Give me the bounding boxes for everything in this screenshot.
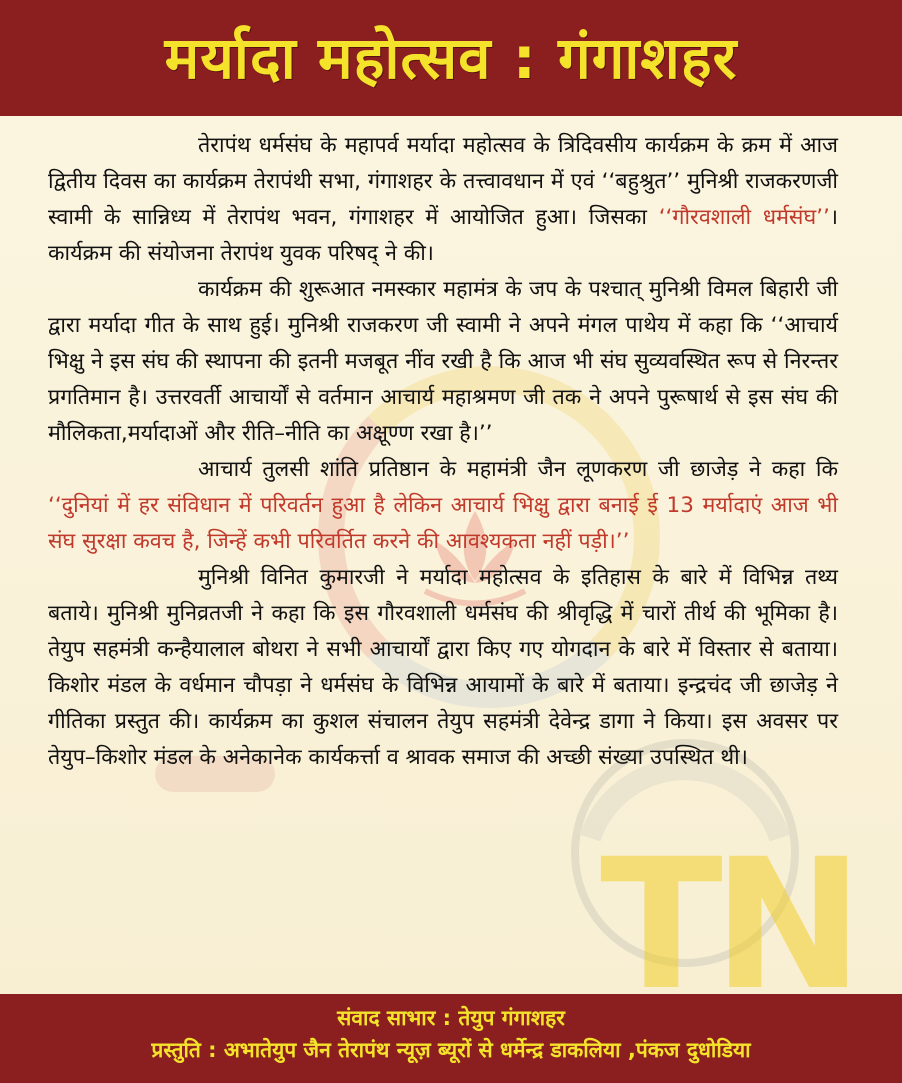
article-body — [0, 116, 902, 994]
paragraph-1-outro: । कार्यक्रम की संयोजना तेरापंथ युवक परिषद् ने की। — [48, 205, 839, 266]
header-banner — [0, 0, 902, 116]
paragraph-3 — [48, 452, 838, 560]
footer-credits — [0, 994, 902, 1083]
paragraph-1-intro: तेरापंथ धर्मसंघ के महापर्व मर्यादा महोत्सव के त्रिदिवसीय कार्यक्रम के क्रम में आज द्वितीय दिवस का कार्यक्रम तेरापंथी सभा, गंगाशहर के तत्त्वावधान में एवं ‘‘बहुश्रुत’’ मुनिश्री राजकरणजी स्वामी के सान्निध्य में तेरापंथ भवन, गंगाशहर में आयोजित हुआ। जिसका — [48, 133, 838, 230]
paragraph-2: कार्यक्रम की शुरूआत नमस्कार महामंत्र के जप के पश्चात् मुनिश्री विमल बिहारी जी द्वारा मर्यादा गीत के साथ हुई। मुनिश्री राजकरण जी स्वामी ने अपने मंगल पाथेय में कहा कि ‘‘आचार्य भिक्षु ने इस संघ की स्थापना की इतनी मजबूत नींव रखी है कि आज भी संघ सुव्यवस्थित रूप से निरन्तर प्रगतिमान है। उत्तरवर्ती आचार्यों से वर्तमान आचार्य महाश्रमण जी तक ने अपने पुरूषार्थ से इस संघ की मौलिकता,मर्यादाओं और रीति–नीति का अक्षूण्ण रखा है।’’ — [48, 277, 838, 446]
footer-line-1: संवाद साभार : तेयुप गंगाशहर — [337, 1006, 565, 1030]
paragraph-3-highlight: ‘‘दुनियां में हर संविधान में परिवर्तन हुआ है लेकिन आचार्य भिक्षु द्वारा बनाई ई 13 मर्यादाएं आज भी संघ सुरक्षा कवच है, जिन्हें कभी परिवर्तित करने की आवश्यकता नहीं पड़ी।’’ — [48, 493, 838, 554]
article-text — [48, 128, 838, 776]
page-title: मर्यादा महोत्सव : गंगाशहर — [164, 24, 738, 92]
paragraph-4: मुनिश्री विनित कुमारजी ने मर्यादा महोत्सव के इतिहास के बारे में विभिन्न तथ्य बताये। मुनिश्री मुनिव्रतजी ने कहा कि इस गौरवशाली धर्मसंघ की श्रीवृद्धि में चारों तीर्थ की भूमिका है। तेयुप सहमंत्री कन्हैयालाल बोथरा ने सभी आचार्यों द्वारा किए गए योगदान के बारे में विस्तार से बताया। किशोर मंडल के वर्धमान चौपड़ा ने धर्मसंघ के विभिन्न आयामों के बारे में बताया। इन्द्रचंद जी छाजेड़ ने गीतिका प्रस्तुत की। कार्यक्रम का कुशल संचालन तेयुप सहमंत्री देवेन्द्र डागा ने किया। इस अवसर पर तेयुप–किशोर मंडल के अनेकानेक कार्यकर्त्ता व श्रावक समाज की अच्छी संख्या उपस्थित थी। — [48, 565, 838, 770]
watermark-tn-mark: TN — [600, 821, 854, 994]
footer-line-2: प्रस्तुति : अभातेयुप जैन तेरापंथ न्यूज़ ब्यूरों से धर्मेन्द्र डाकलिया ,पंकज दुधोडिया — [151, 1038, 751, 1062]
paragraph-1 — [48, 128, 838, 272]
paragraph-1-highlight: ‘‘गौरवशाली धर्मसंघ’’ — [658, 205, 830, 230]
paragraph-3-intro: आचार्य तुलसी शांति प्रतिष्ठान के महामंत्री जैन लूणकरण जी छाजेड़ ने कहा कि — [198, 457, 838, 482]
